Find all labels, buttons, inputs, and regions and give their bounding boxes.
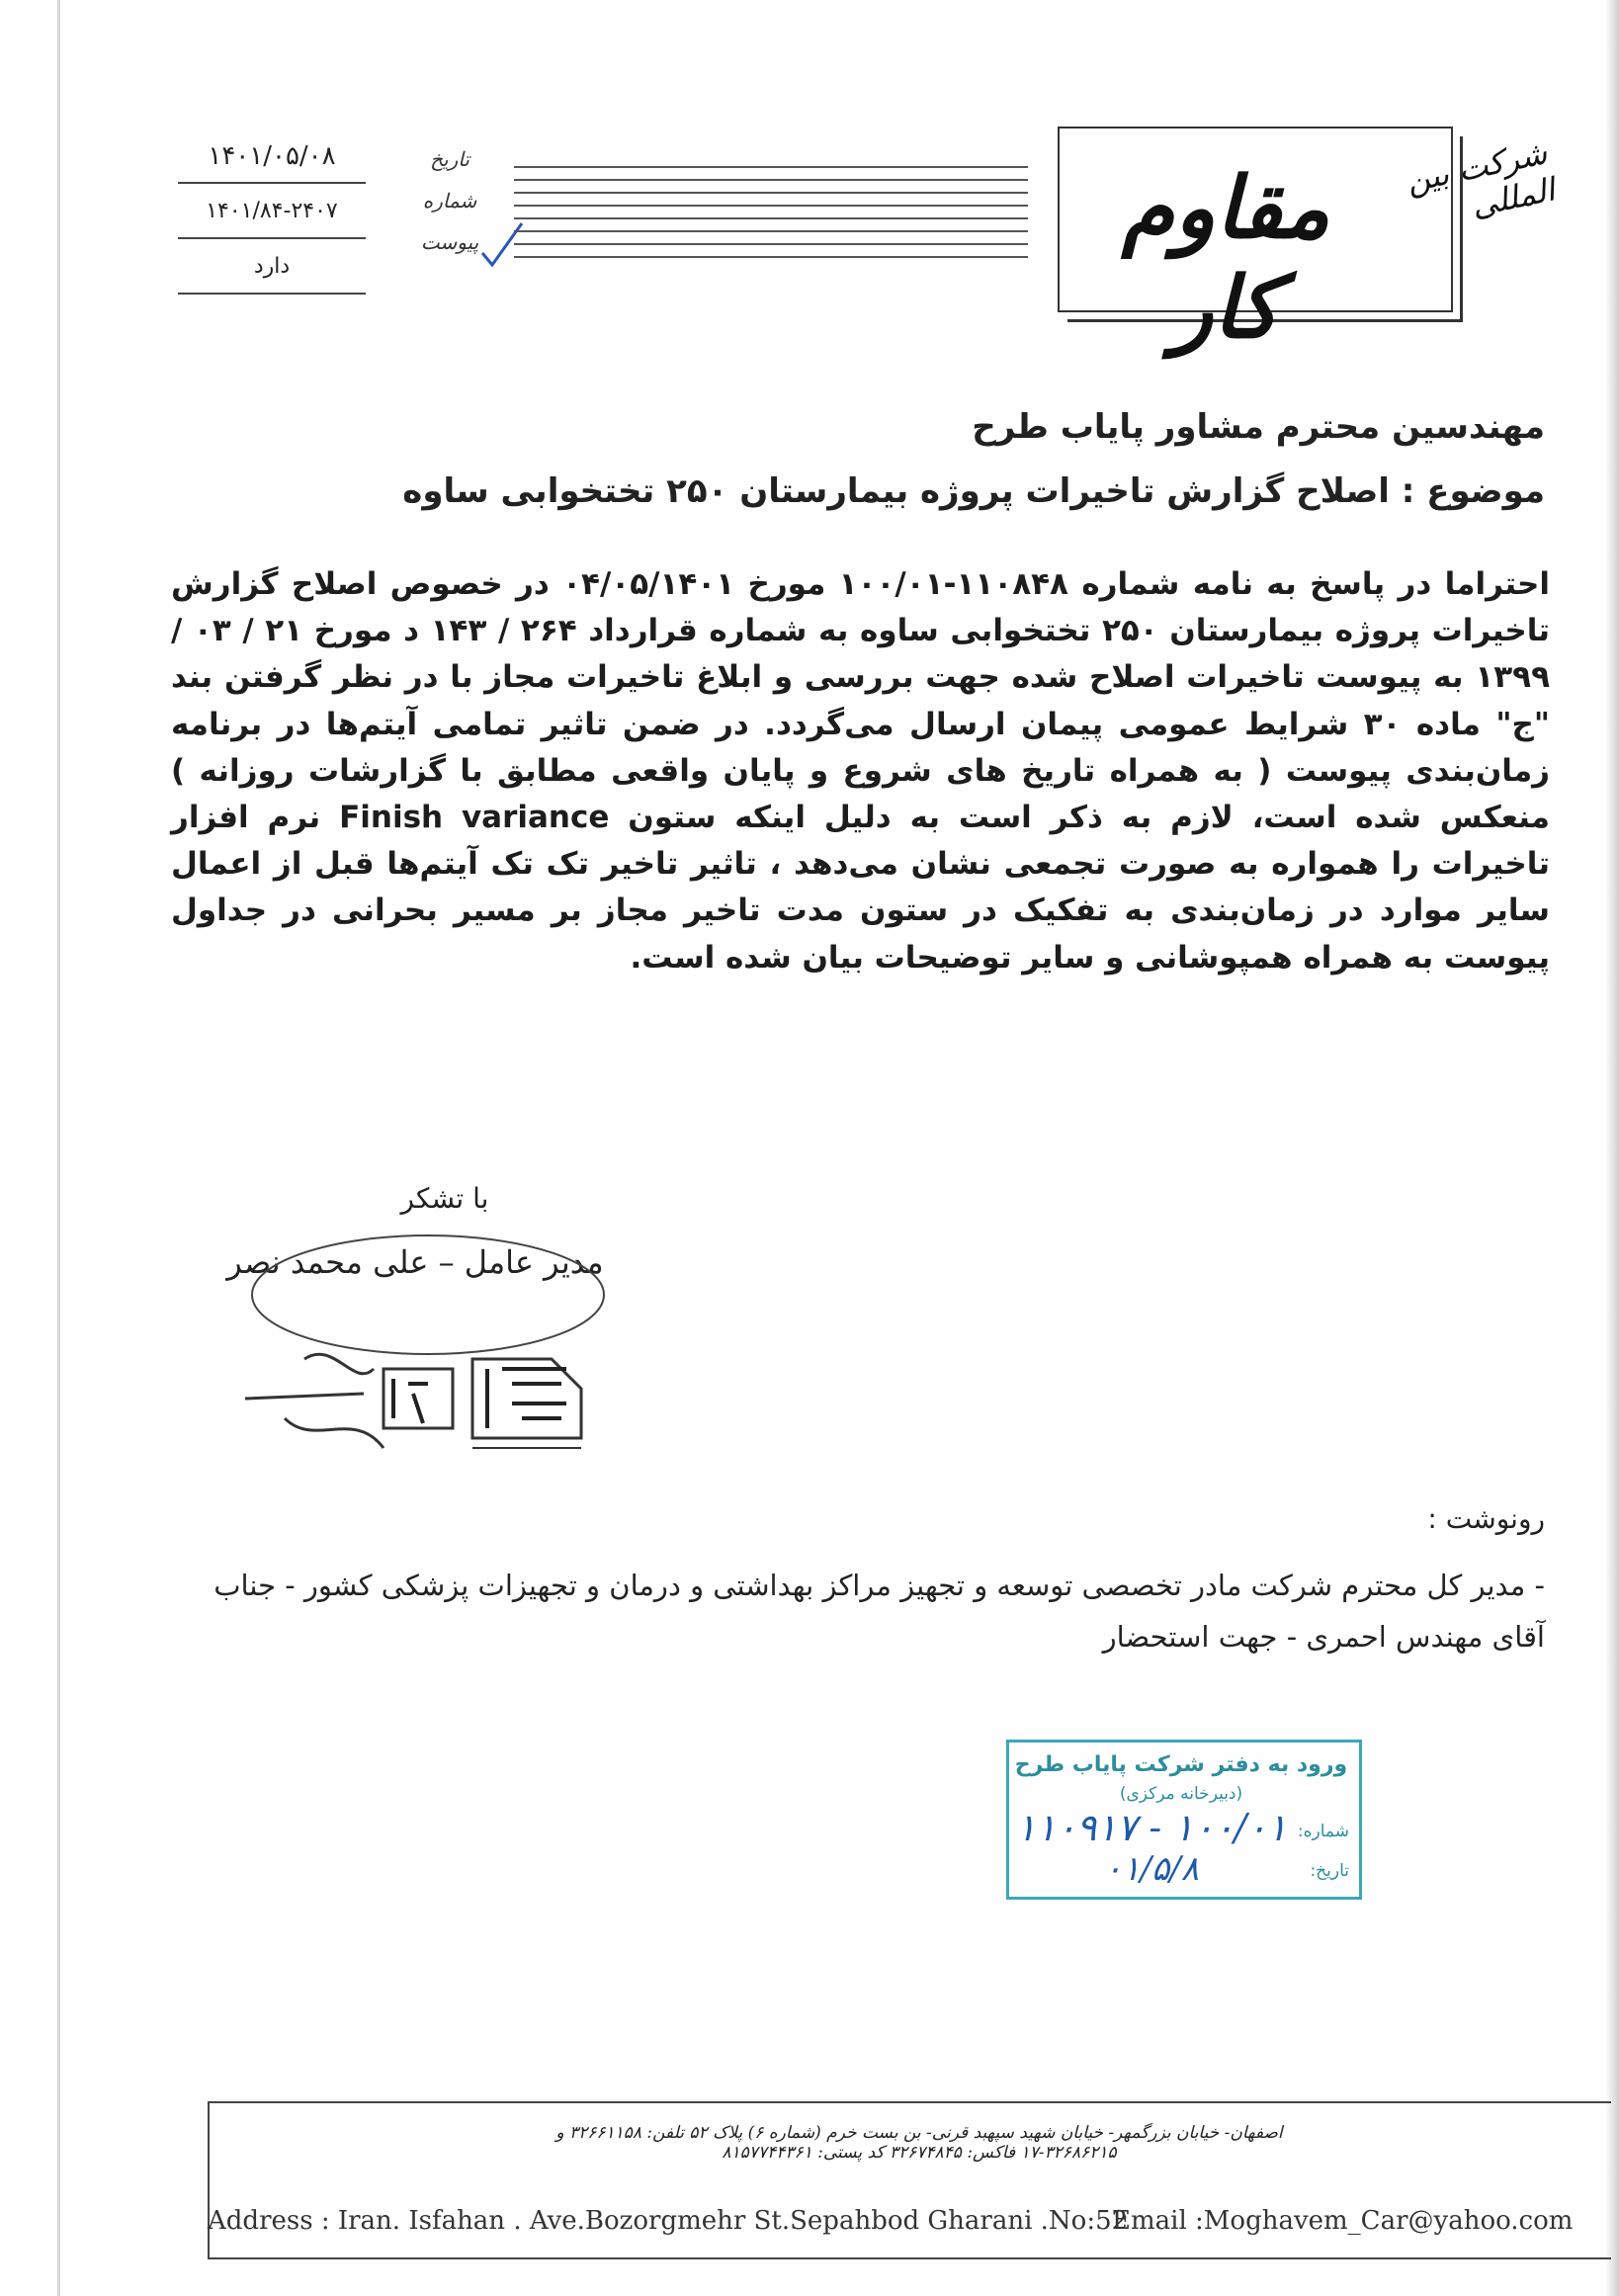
reception-date-label: تاریخ: [1310, 1861, 1349, 1881]
letter-meta-values [178, 128, 366, 295]
reception-stamp [1006, 1740, 1362, 1900]
number-value: ۱۴۰۱/۸۴-۲۴۰۷ [178, 184, 366, 239]
number-label: شماره [422, 189, 477, 213]
page-shadow [1605, 0, 1619, 2296]
cc-title: رونوشت : [1427, 1502, 1545, 1535]
subject: موضوع : اصلاح گزارش تاخیرات پروژه بیمارستان ۲۵۰ تختخوابی ساوه [402, 471, 1545, 511]
attachment-value: دارد [178, 239, 366, 295]
letter-meta-labels [415, 138, 484, 263]
reception-stamp-title: ورود به دفتر شرکت پایاب طرح [1014, 1752, 1348, 1777]
page-sheet [57, 0, 1609, 2296]
footer-email: Email :Moghavem_Car@yahoo.com [1112, 2206, 1574, 2236]
footer-address-fa: اصفهان- خیابان بزرگمهر- خیابان شهید سپهبد قرنی- بن بست خرم (شماره ۶) پلاک ۵۲ تلفن: ۳۲۶۶۱۱۵۸ و ۳۲۶۸۶۲۱۵-۱۷ فاکس: ۳۲۶۷۴۸۴۵ کد پستی: ۸۱۵۷۷۴۴۳۶۱ [555, 2123, 1283, 2163]
signer: مدیر عامل – علی محمد نصر [226, 1243, 604, 1281]
letter-body: احتراما در پاسخ به نامه شماره ۱۱۰۸۴۸-۱۰۰/۰۱ مورخ ۰۴/۰۵/۱۴۰۱ در خصوص اصلاح گزارش تاخیرات پروژه بیمارستان ۲۵۰ تختخوابی ساوه به شماره قرارداد ۲۶۴ / ۱۴۳ د مورخ ۲۱ / ۰۳ / ۱۳۹۹ به پیوست تاخیرات اصلاح شده جهت بررسی و ابلاغ تاخیرات مجاز با در نظر گرفتن بند "ج" ماده ۳۰ شرایط عمومی پیمان ارسال می‌گردد. در ضمن تاثیر تمامی آیتم‌ها در برنامه زمان‌بندی پیوست ( به همراه تاریخ های شروع و پایان واقعی مطابق با گزارشات روزانه ) منعکس شده است، لازم به ذکر است به دلیل اینکه ستون Finish variance نرم افزار تاخیرات را همواره به صورت تجمعی نشان می‌دهد ، تاثیر تاخیر تک تک آیتم‌ها قبل از اعمال سایر موارد در زمان‌بندی به تفکیک در ستون مدت تاخیر مجاز بر مسیر بحرانی در جداول پیوست به همراه همپوشانی و سایر توضیحات بیان شده است. [171, 566, 1550, 976]
reception-date-value: ۰۱/۵/۸ [1104, 1849, 1199, 1889]
company-stamp-icon [225, 1221, 640, 1517]
attachment-label: پیوست [420, 230, 479, 254]
recipient: مهندسین محترم مشاور پایاب طرح [972, 407, 1545, 447]
date-value: ۱۴۰۱/۰۵/۰۸ [178, 128, 366, 184]
company-logo-subtitle: شرکت بین المللی [1403, 133, 1559, 225]
reception-number-label: شماره: [1297, 1822, 1349, 1841]
header-rules [514, 166, 1028, 269]
cc-recipient: - مدیر کل محترم شرکت مادر تخصصی توسعه و تجهیز مراکز بهداشتی و درمان و تجهیزات پزشکی کشور - جناب آقای مهندس احمری - جهت استحضار [213, 1569, 1545, 1654]
date-label: تاریخ [430, 147, 469, 171]
footer-address-en: Address : Iran. Isfahan . Ave.Bozorgmehr St.Sepahbod Gharani .No:52 [208, 2206, 1129, 2236]
company-logo: مقاوم کار [1121, 158, 1330, 358]
closing: با تشکر [400, 1182, 489, 1215]
reception-number-value: ۱۰۰/۰۱ - ۱۱۰۹۱۷ [1015, 1806, 1288, 1849]
reception-stamp-subtitle: (دبیرخانه مرکزی) [1119, 1784, 1243, 1804]
